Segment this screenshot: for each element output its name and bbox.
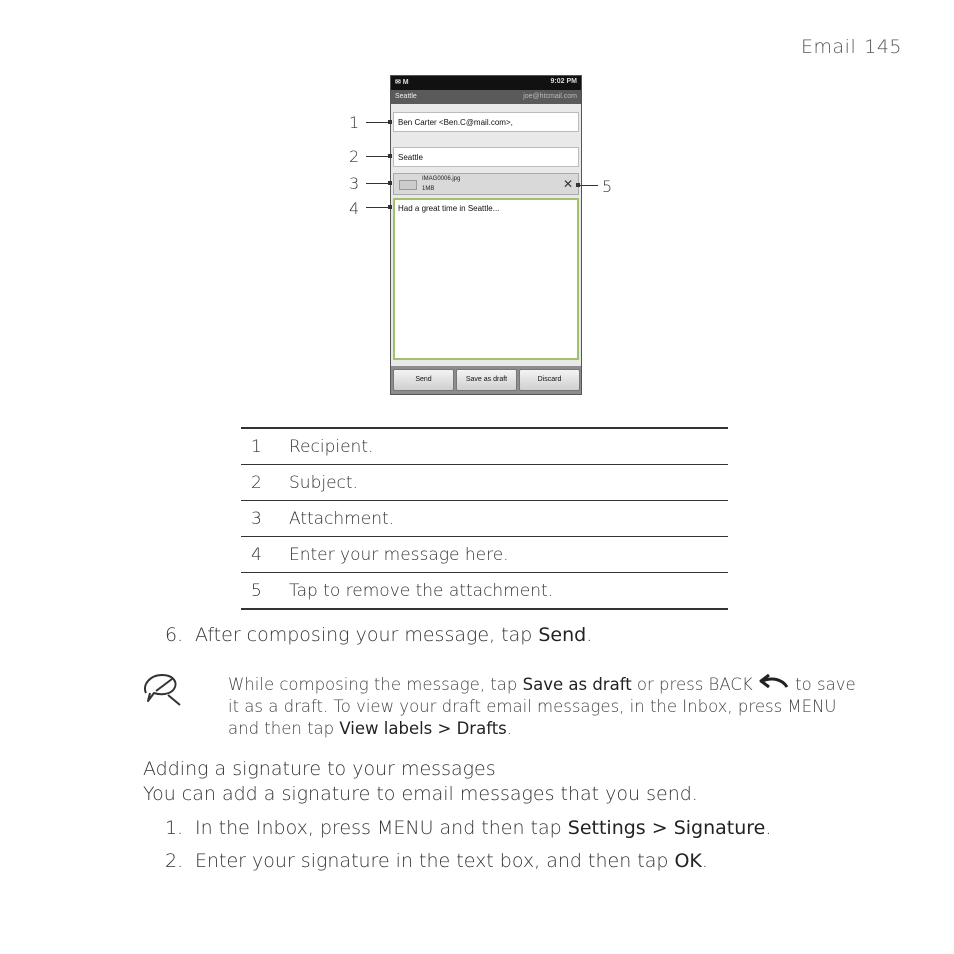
step-1 [165, 817, 865, 841]
legend-text: Attachment. [289, 509, 395, 529]
step-6 [165, 624, 865, 648]
note-text [228, 672, 868, 740]
recipient-field[interactable]: Ben Carter <Ben.C@mail.com>, [393, 112, 579, 132]
step-emphasis: Send [538, 624, 587, 646]
table-row [241, 465, 728, 501]
send-button[interactable]: Send [393, 369, 454, 391]
legend-number: 1 [251, 437, 262, 457]
callout-2: 2 [349, 147, 360, 166]
step-emphasis: Settings > Signature [567, 817, 766, 839]
step-text-main: Enter your signature in the text box, and then tap [195, 850, 675, 872]
step-text-main: In the Inbox, press MENU and then tap [195, 817, 568, 839]
legend-number: 2 [251, 473, 262, 493]
callout-line-4 [366, 207, 390, 208]
legend-text: Tap to remove the attachment. [289, 581, 554, 601]
compose-title: Seattle [395, 93, 417, 100]
step-number: 1. [165, 817, 184, 839]
callout-line-1 [366, 122, 390, 123]
legend-text: Subject. [289, 473, 358, 493]
step-number: 2. [165, 850, 184, 872]
step-text-end: . [586, 624, 593, 646]
table-row [241, 537, 728, 573]
attachment-name: IMAG0006.jpg [422, 176, 461, 182]
legend-number: 3 [251, 509, 262, 529]
callout-5: 5 [602, 177, 613, 196]
account-address: joe@htcmail.com [523, 93, 577, 100]
section-intro: You can add a signature to email messages that you send. [143, 783, 698, 805]
legend-number: 5 [251, 581, 262, 601]
step-text [195, 850, 708, 872]
callout-dot-2 [388, 154, 392, 158]
callout-dot-3 [388, 181, 392, 185]
step-text-end: . [765, 817, 772, 839]
remove-attachment-icon[interactable]: ✕ [562, 177, 574, 191]
callout-line-3 [366, 183, 390, 184]
message-body-field[interactable]: Had a great time in Seattle... [393, 198, 579, 360]
table-row [241, 429, 728, 465]
step-emphasis: OK [674, 850, 702, 872]
callout-4: 4 [349, 199, 360, 218]
legend-text: Recipient. [289, 437, 374, 457]
callout-dot-4 [388, 205, 392, 209]
phone-screenshot [390, 75, 582, 395]
notification-icons: ✉ M [395, 79, 409, 86]
note-part-2: or press BACK [631, 675, 758, 694]
attachment-size: 1MB [422, 186, 435, 192]
callout-dot-5 [576, 183, 580, 187]
callout-1: 1 [349, 113, 360, 132]
note-pencil-icon [140, 671, 184, 707]
compose-form [391, 104, 581, 366]
note-part-1: While composing the message, tap [228, 675, 523, 694]
section-heading: Adding a signature to your messages [143, 758, 496, 780]
step-text-end: . [701, 850, 708, 872]
step-text [195, 817, 771, 839]
note-part-3: to save it as a draft. To view your draft email messages, in the Inbox, press MENU and then tap [228, 675, 856, 738]
page-number: 145 [864, 36, 902, 58]
callout-dot-1 [388, 120, 392, 124]
compose-title-bar [391, 90, 581, 104]
step-text-main: After composing your message, tap [195, 624, 539, 646]
back-arrow-icon [758, 672, 790, 692]
step-2 [165, 850, 865, 874]
table-row [241, 573, 728, 610]
attachment-row [393, 173, 579, 195]
discard-button[interactable]: Discard [519, 369, 580, 391]
note-part-4: . [506, 719, 513, 738]
step-number: 6. [165, 624, 184, 646]
legend-text: Enter your message here. [289, 545, 509, 565]
callout-line-2 [366, 156, 390, 157]
legend-number: 4 [251, 545, 262, 565]
step-text [195, 624, 592, 646]
note-emphasis-save-draft: Save as draft [522, 675, 632, 694]
compose-button-bar [391, 366, 581, 394]
status-bar [391, 76, 581, 90]
note-emphasis-view-labels: View labels > Drafts [339, 719, 507, 738]
callout-legend-table [241, 427, 728, 610]
save-draft-button[interactable]: Save as draft [456, 369, 517, 391]
callout-line-5 [578, 185, 598, 186]
status-clock: 9:02 PM [550, 78, 577, 85]
page-header [801, 36, 902, 58]
attachment-thumbnail-icon [399, 180, 417, 190]
table-row [241, 501, 728, 537]
subject-field[interactable]: Seattle [393, 147, 579, 167]
callout-3: 3 [349, 174, 360, 193]
section-name: Email [801, 36, 857, 58]
